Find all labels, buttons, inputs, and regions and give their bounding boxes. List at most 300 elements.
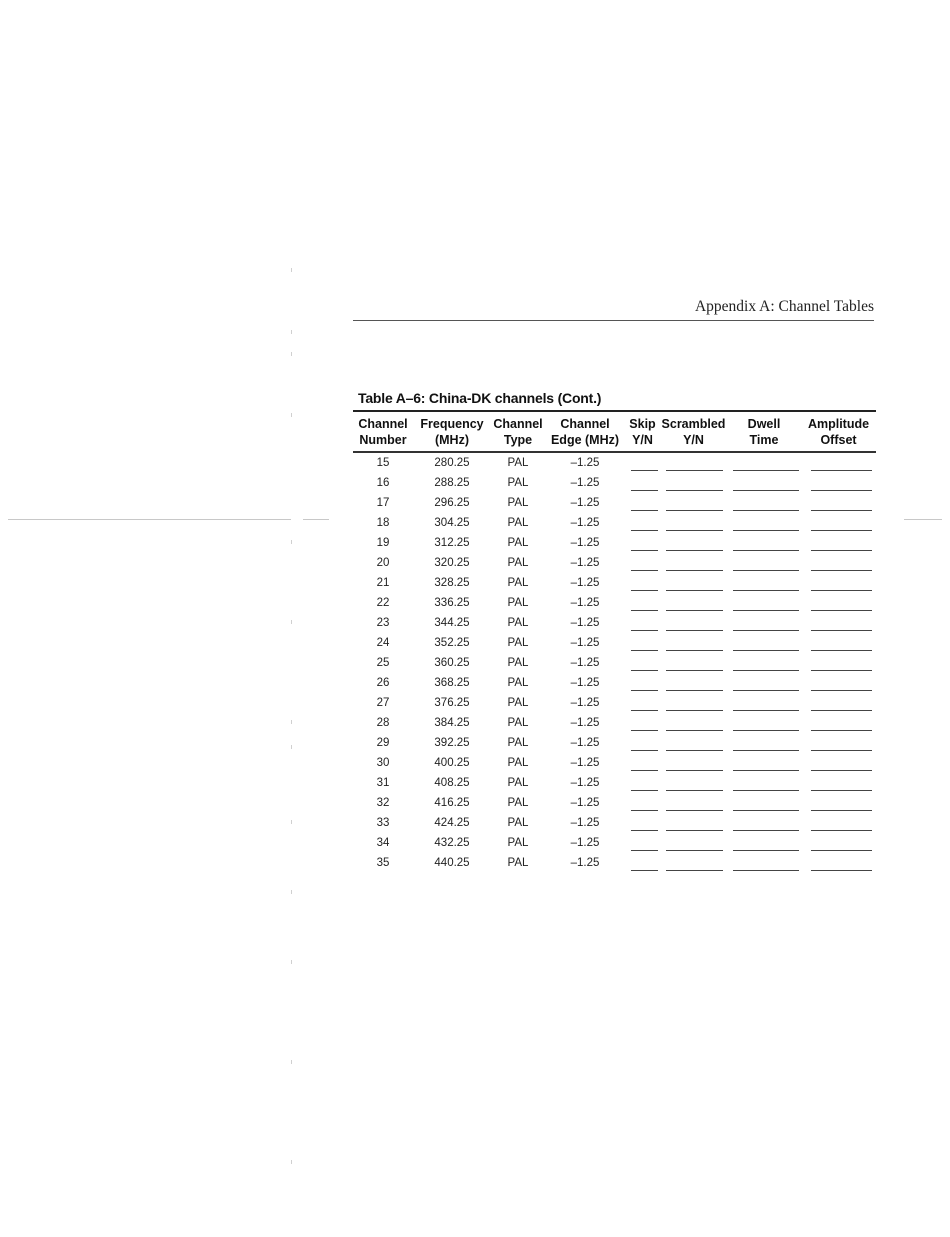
dwell-time-blank-field	[727, 553, 801, 573]
channel-edge-cell: –1.25	[570, 617, 600, 629]
channel-edge-cell: –1.25	[570, 597, 600, 609]
channel-type-cell: PAL	[507, 557, 529, 569]
column-header	[353, 413, 413, 451]
table-row	[353, 451, 876, 473]
skip-blank-field	[625, 573, 660, 593]
fill-in-underline	[733, 630, 799, 631]
amplitude-offset-blank-field	[801, 473, 876, 493]
dwell-time-blank-field	[727, 813, 801, 833]
channel-edge-cell: –1.25	[570, 857, 600, 869]
header-rule	[353, 320, 874, 321]
table-row	[353, 793, 876, 813]
fill-in-underline	[666, 830, 723, 831]
fill-in-underline	[666, 690, 723, 691]
channel-edge-cell: –1.25	[570, 557, 600, 569]
fill-in-underline	[733, 810, 799, 811]
amplitude-offset-blank-field	[801, 753, 876, 773]
fill-in-underline	[631, 670, 658, 671]
channel-type-cell: PAL	[507, 857, 529, 869]
channel-number-cell: 34	[376, 837, 390, 849]
channel-type-cell: PAL	[507, 457, 529, 469]
column-header-line1: Dwell	[747, 417, 781, 431]
fill-in-underline	[733, 750, 799, 751]
column-header	[625, 413, 660, 451]
column-header-line2: Y/N	[632, 433, 653, 447]
amplitude-offset-blank-field	[801, 713, 876, 733]
fill-in-underline	[631, 570, 658, 571]
dwell-time-blank-field	[727, 451, 801, 473]
fill-in-underline	[733, 470, 799, 471]
scrambled-blank-field	[660, 593, 727, 613]
channel-edge-cell: –1.25	[570, 517, 600, 529]
channel-edge-cell: –1.25	[570, 637, 600, 649]
amplitude-offset-blank-field	[801, 451, 876, 473]
fill-in-underline	[666, 670, 723, 671]
margin-speck	[291, 890, 292, 894]
channel-number-cell: 15	[376, 457, 390, 469]
frequency-cell: 328.25	[434, 577, 470, 589]
scrambled-blank-field	[660, 733, 727, 753]
fill-in-underline	[733, 530, 799, 531]
amplitude-offset-blank-field	[801, 793, 876, 813]
frequency-cell: 296.25	[434, 497, 470, 509]
fill-in-underline	[811, 690, 872, 691]
column-header-line2: Offset	[820, 433, 857, 447]
dwell-time-blank-field	[727, 673, 801, 693]
fill-in-underline	[811, 630, 872, 631]
fill-in-underline	[666, 570, 723, 571]
column-header-line2: Type	[503, 433, 533, 447]
frequency-cell: 336.25	[434, 597, 470, 609]
dwell-time-blank-field	[727, 633, 801, 653]
channel-type-cell: PAL	[507, 657, 529, 669]
fill-in-underline	[666, 730, 723, 731]
frequency-cell: 304.25	[434, 517, 470, 529]
scrambled-blank-field	[660, 693, 727, 713]
channel-type-cell: PAL	[507, 797, 529, 809]
scrambled-blank-field	[660, 493, 727, 513]
amplitude-offset-blank-field	[801, 493, 876, 513]
table-row	[353, 633, 876, 653]
table-row	[353, 833, 876, 853]
fill-in-underline	[666, 550, 723, 551]
channel-edge-cell: –1.25	[570, 497, 600, 509]
fill-in-underline	[666, 630, 723, 631]
scrambled-blank-field	[660, 533, 727, 553]
channel-type-cell: PAL	[507, 477, 529, 489]
frequency-cell: 392.25	[434, 737, 470, 749]
fill-in-underline	[631, 610, 658, 611]
fill-in-underline	[631, 590, 658, 591]
fill-in-underline	[811, 810, 872, 811]
fill-in-underline	[666, 510, 723, 511]
frequency-cell: 360.25	[434, 657, 470, 669]
margin-speck	[291, 352, 292, 356]
fill-in-underline	[733, 710, 799, 711]
channel-type-cell: PAL	[507, 637, 529, 649]
fill-in-underline	[631, 490, 658, 491]
channel-edge-cell: –1.25	[570, 797, 600, 809]
fill-in-underline	[631, 650, 658, 651]
fill-in-underline	[631, 550, 658, 551]
skip-blank-field	[625, 833, 660, 853]
margin-speck	[291, 620, 292, 624]
fill-in-underline	[733, 850, 799, 851]
frequency-cell: 432.25	[434, 837, 470, 849]
frequency-cell: 312.25	[434, 537, 470, 549]
amplitude-offset-blank-field	[801, 693, 876, 713]
frequency-cell: 288.25	[434, 477, 470, 489]
fill-in-underline	[666, 770, 723, 771]
scrambled-blank-field	[660, 473, 727, 493]
fill-in-underline	[733, 550, 799, 551]
scrambled-blank-field	[660, 713, 727, 733]
fill-in-underline	[631, 530, 658, 531]
fill-in-underline	[811, 830, 872, 831]
channel-type-cell: PAL	[507, 777, 529, 789]
fill-in-underline	[631, 810, 658, 811]
fill-in-underline	[666, 870, 723, 871]
amplitude-offset-blank-field	[801, 533, 876, 553]
skip-blank-field	[625, 673, 660, 693]
scrambled-blank-field	[660, 753, 727, 773]
fill-in-underline	[733, 570, 799, 571]
fill-in-underline	[666, 790, 723, 791]
table-row	[353, 513, 876, 533]
fill-in-underline	[811, 710, 872, 711]
margin-speck	[291, 268, 292, 272]
channel-edge-cell: –1.25	[570, 817, 600, 829]
amplitude-offset-blank-field	[801, 513, 876, 533]
fill-in-underline	[631, 750, 658, 751]
fill-in-underline	[631, 510, 658, 511]
channel-table	[353, 413, 876, 873]
dwell-time-blank-field	[727, 473, 801, 493]
amplitude-offset-blank-field	[801, 613, 876, 633]
fill-in-underline	[811, 610, 872, 611]
margin-scan-line	[303, 519, 329, 520]
skip-blank-field	[625, 533, 660, 553]
table-row	[353, 553, 876, 573]
scrambled-blank-field	[660, 553, 727, 573]
channel-number-cell: 35	[376, 857, 390, 869]
frequency-cell: 384.25	[434, 717, 470, 729]
dwell-time-blank-field	[727, 573, 801, 593]
fill-in-underline	[811, 590, 872, 591]
skip-blank-field	[625, 853, 660, 873]
amplitude-offset-blank-field	[801, 553, 876, 573]
fill-in-underline	[631, 690, 658, 691]
fill-in-underline	[733, 730, 799, 731]
column-header-line1: Amplitude	[807, 417, 870, 431]
fill-in-underline	[733, 650, 799, 651]
fill-in-underline	[666, 750, 723, 751]
skip-blank-field	[625, 553, 660, 573]
dwell-time-blank-field	[727, 693, 801, 713]
fill-in-underline	[631, 830, 658, 831]
margin-speck	[291, 820, 292, 824]
scrambled-blank-field	[660, 813, 727, 833]
table-top-rule	[353, 410, 876, 412]
channel-type-cell: PAL	[507, 757, 529, 769]
table-header-row	[353, 413, 876, 451]
frequency-cell: 440.25	[434, 857, 470, 869]
fill-in-underline	[631, 770, 658, 771]
channel-type-cell: PAL	[507, 577, 529, 589]
channel-type-cell: PAL	[507, 597, 529, 609]
channel-edge-cell: –1.25	[570, 657, 600, 669]
channel-number-cell: 16	[376, 477, 390, 489]
scrambled-blank-field	[660, 793, 727, 813]
channel-edge-cell: –1.25	[570, 717, 600, 729]
channel-number-cell: 33	[376, 817, 390, 829]
fill-in-underline	[666, 810, 723, 811]
frequency-cell: 408.25	[434, 777, 470, 789]
channel-edge-cell: –1.25	[570, 697, 600, 709]
scrambled-blank-field	[660, 773, 727, 793]
channel-type-cell: PAL	[507, 817, 529, 829]
column-header-line2: Y/N	[683, 433, 704, 447]
table-row	[353, 593, 876, 613]
column-header	[545, 413, 625, 451]
dwell-time-blank-field	[727, 833, 801, 853]
dwell-time-blank-field	[727, 513, 801, 533]
fill-in-underline	[733, 590, 799, 591]
scrambled-blank-field	[660, 513, 727, 533]
fill-in-underline	[733, 770, 799, 771]
column-header-line1: Scrambled	[661, 417, 726, 431]
frequency-cell: 416.25	[434, 797, 470, 809]
frequency-cell: 320.25	[434, 557, 470, 569]
running-header: Appendix A: Channel Tables	[694, 298, 874, 315]
column-header	[491, 413, 545, 451]
skip-blank-field	[625, 513, 660, 533]
margin-speck	[291, 540, 292, 544]
frequency-cell: 376.25	[434, 697, 470, 709]
amplitude-offset-blank-field	[801, 833, 876, 853]
skip-blank-field	[625, 613, 660, 633]
fill-in-underline	[733, 610, 799, 611]
amplitude-offset-blank-field	[801, 633, 876, 653]
channel-edge-cell: –1.25	[570, 757, 600, 769]
amplitude-offset-blank-field	[801, 813, 876, 833]
column-header-line2: Time	[749, 433, 779, 447]
table-row	[353, 473, 876, 493]
table-row	[353, 713, 876, 733]
column-header-line1: Skip	[629, 417, 656, 431]
channel-edge-cell: –1.25	[570, 537, 600, 549]
table-row	[353, 533, 876, 553]
margin-speck	[291, 1160, 292, 1164]
dwell-time-blank-field	[727, 493, 801, 513]
channel-type-cell: PAL	[507, 617, 529, 629]
amplitude-offset-blank-field	[801, 593, 876, 613]
fill-in-underline	[733, 830, 799, 831]
fill-in-underline	[733, 790, 799, 791]
fill-in-underline	[811, 570, 872, 571]
fill-in-underline	[631, 730, 658, 731]
fill-in-underline	[811, 530, 872, 531]
dwell-time-blank-field	[727, 713, 801, 733]
frequency-cell: 368.25	[434, 677, 470, 689]
amplitude-offset-blank-field	[801, 573, 876, 593]
fill-in-underline	[666, 650, 723, 651]
channel-edge-cell: –1.25	[570, 457, 600, 469]
skip-blank-field	[625, 633, 660, 653]
fill-in-underline	[733, 870, 799, 871]
table-row	[353, 573, 876, 593]
margin-speck	[291, 1060, 292, 1064]
channel-type-cell: PAL	[507, 537, 529, 549]
fill-in-underline	[811, 870, 872, 871]
skip-blank-field	[625, 733, 660, 753]
column-header-line1: Channel	[493, 417, 543, 431]
fill-in-underline	[811, 470, 872, 471]
channel-number-cell: 17	[376, 497, 390, 509]
fill-in-underline	[733, 690, 799, 691]
dwell-time-blank-field	[727, 593, 801, 613]
fill-in-underline	[811, 510, 872, 511]
fill-in-underline	[811, 790, 872, 791]
column-header-line2: Edge (MHz)	[550, 433, 620, 447]
scrambled-blank-field	[660, 451, 727, 473]
margin-scan-line	[904, 519, 942, 520]
fill-in-underline	[631, 710, 658, 711]
fill-in-underline	[811, 770, 872, 771]
fill-in-underline	[666, 850, 723, 851]
dwell-time-blank-field	[727, 653, 801, 673]
scrambled-blank-field	[660, 573, 727, 593]
skip-blank-field	[625, 451, 660, 473]
channel-number-cell: 24	[376, 637, 390, 649]
channel-number-cell: 21	[376, 577, 390, 589]
fill-in-underline	[631, 870, 658, 871]
channel-number-cell: 22	[376, 597, 390, 609]
amplitude-offset-blank-field	[801, 673, 876, 693]
column-header	[801, 413, 876, 451]
fill-in-underline	[811, 650, 872, 651]
amplitude-offset-blank-field	[801, 773, 876, 793]
column-header-line1: Frequency	[420, 417, 484, 431]
scrambled-blank-field	[660, 613, 727, 633]
channel-number-cell: 23	[376, 617, 390, 629]
column-header-line1: Channel	[560, 417, 610, 431]
amplitude-offset-blank-field	[801, 853, 876, 873]
scrambled-blank-field	[660, 673, 727, 693]
margin-scan-line	[8, 519, 291, 520]
table-row	[353, 853, 876, 873]
column-header	[660, 413, 727, 451]
skip-blank-field	[625, 793, 660, 813]
skip-blank-field	[625, 693, 660, 713]
channel-edge-cell: –1.25	[570, 677, 600, 689]
channel-number-cell: 30	[376, 757, 390, 769]
table-row	[353, 673, 876, 693]
channel-type-cell: PAL	[507, 737, 529, 749]
fill-in-underline	[733, 510, 799, 511]
frequency-cell: 424.25	[434, 817, 470, 829]
fill-in-underline	[811, 850, 872, 851]
channel-number-cell: 20	[376, 557, 390, 569]
skip-blank-field	[625, 493, 660, 513]
channel-edge-cell: –1.25	[570, 577, 600, 589]
channel-number-cell: 19	[376, 537, 390, 549]
skip-blank-field	[625, 773, 660, 793]
fill-in-underline	[733, 670, 799, 671]
fill-in-underline	[631, 790, 658, 791]
scrambled-blank-field	[660, 653, 727, 673]
table-row	[353, 653, 876, 673]
skip-blank-field	[625, 473, 660, 493]
dwell-time-blank-field	[727, 753, 801, 773]
channel-type-cell: PAL	[507, 697, 529, 709]
table-row	[353, 613, 876, 633]
amplitude-offset-blank-field	[801, 653, 876, 673]
dwell-time-blank-field	[727, 773, 801, 793]
dwell-time-blank-field	[727, 793, 801, 813]
dwell-time-blank-field	[727, 733, 801, 753]
channel-number-cell: 27	[376, 697, 390, 709]
margin-speck	[291, 330, 292, 334]
fill-in-underline	[666, 710, 723, 711]
column-header-line2: Number	[359, 433, 407, 447]
channel-edge-cell: –1.25	[570, 737, 600, 749]
channel-type-cell: PAL	[507, 717, 529, 729]
column-header-line2: (MHz)	[434, 433, 469, 447]
fill-in-underline	[666, 590, 723, 591]
channel-number-cell: 25	[376, 657, 390, 669]
fill-in-underline	[811, 750, 872, 751]
frequency-cell: 400.25	[434, 757, 470, 769]
fill-in-underline	[666, 490, 723, 491]
channel-number-cell: 32	[376, 797, 390, 809]
fill-in-underline	[631, 630, 658, 631]
fill-in-underline	[811, 490, 872, 491]
scrambled-blank-field	[660, 853, 727, 873]
channel-type-cell: PAL	[507, 837, 529, 849]
dwell-time-blank-field	[727, 853, 801, 873]
column-header	[727, 413, 801, 451]
channel-edge-cell: –1.25	[570, 837, 600, 849]
scrambled-blank-field	[660, 833, 727, 853]
frequency-cell: 352.25	[434, 637, 470, 649]
channel-edge-cell: –1.25	[570, 477, 600, 489]
frequency-cell: 344.25	[434, 617, 470, 629]
table-caption: Table A–6: China-DK channels (Cont.)	[358, 390, 602, 406]
fill-in-underline	[631, 470, 658, 471]
table-row	[353, 693, 876, 713]
table-row	[353, 753, 876, 773]
margin-speck	[291, 413, 292, 417]
table-body	[353, 451, 876, 873]
fill-in-underline	[666, 610, 723, 611]
channel-edge-cell: –1.25	[570, 777, 600, 789]
scrambled-blank-field	[660, 633, 727, 653]
margin-speck	[291, 960, 292, 964]
table-row	[353, 813, 876, 833]
channel-number-cell: 26	[376, 677, 390, 689]
fill-in-underline	[811, 550, 872, 551]
table-row	[353, 733, 876, 753]
channel-type-cell: PAL	[507, 517, 529, 529]
skip-blank-field	[625, 713, 660, 733]
channel-number-cell: 31	[376, 777, 390, 789]
table-row	[353, 773, 876, 793]
skip-blank-field	[625, 753, 660, 773]
margin-speck	[291, 720, 292, 724]
fill-in-underline	[666, 530, 723, 531]
channel-number-cell: 28	[376, 717, 390, 729]
